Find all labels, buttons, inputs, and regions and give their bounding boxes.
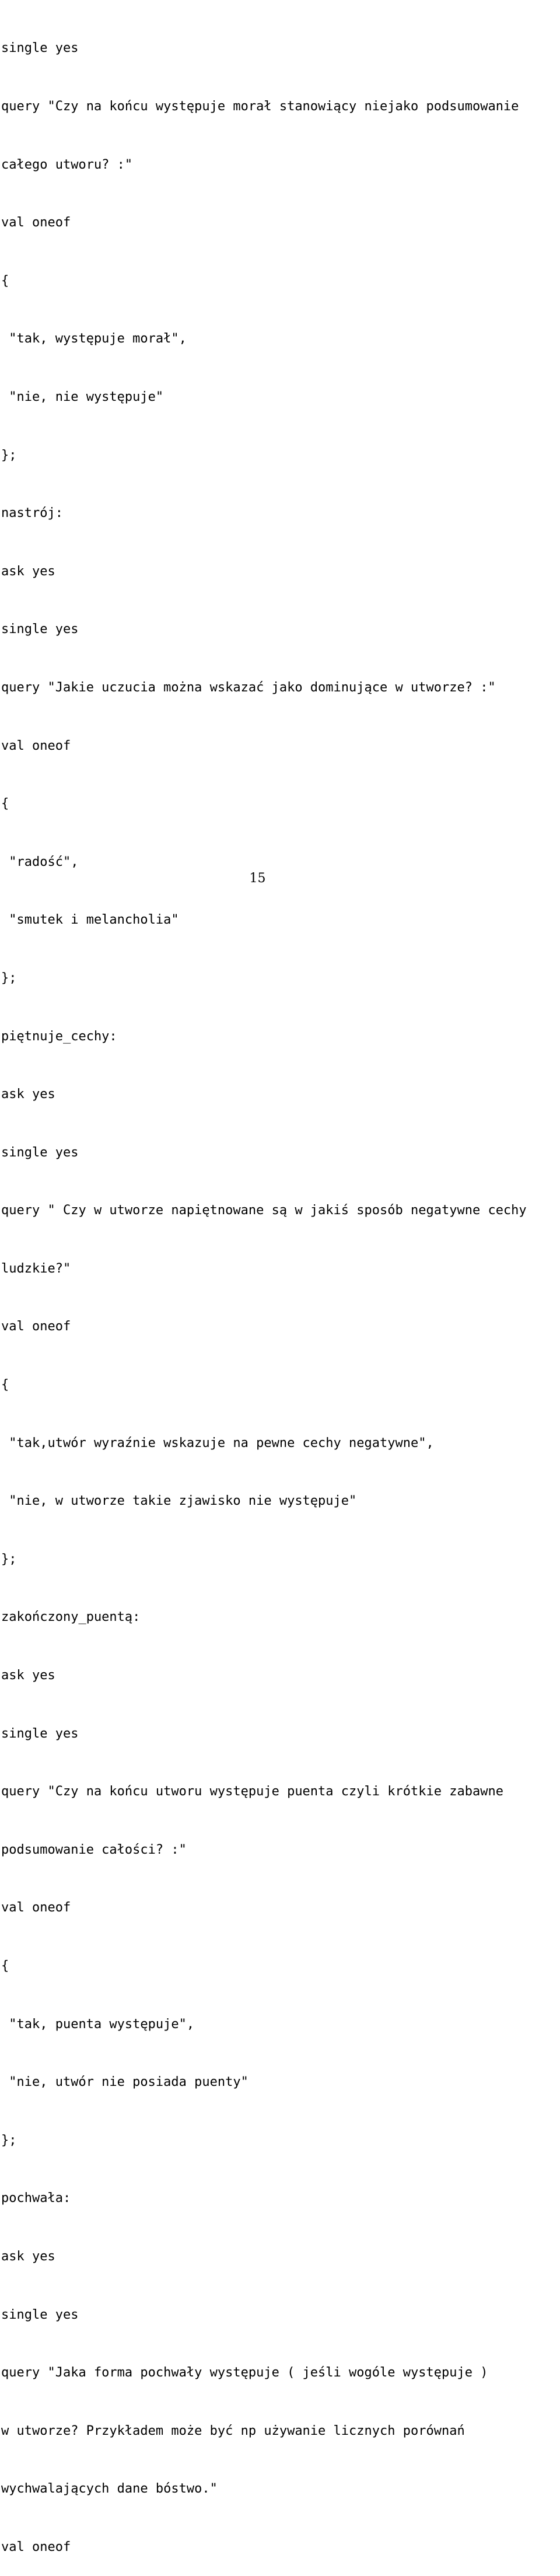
code-line: {	[1, 796, 9, 812]
code-line: val oneof	[1, 1900, 71, 1916]
code-line: {	[1, 273, 9, 288]
code-line: piętnuje_cechy:	[1, 1029, 117, 1044]
code-line: "tak, występuje morał",	[1, 331, 187, 347]
code-line: w utworze? Przykładem może być np używanie licznych porównań	[1, 2423, 465, 2438]
code-line: single yes	[1, 2307, 79, 2322]
code-line: zakończony_puentą:	[1, 1610, 141, 1625]
code-line: podsumowanie całości? :"	[1, 1842, 187, 1857]
code-line: ask yes	[1, 564, 55, 579]
code-line: val oneof	[1, 215, 71, 230]
code-line: {	[1, 1378, 9, 1393]
code-listing	[1, 0, 559, 2576]
code-line: "tak, puenta występuje",	[1, 2016, 195, 2032]
code-line: "radość",	[1, 854, 79, 869]
code-line: query "Jaka forma pochwały występuje ( jeśli wogóle występuje )	[1, 2365, 488, 2381]
code-line: };	[1, 1551, 17, 1567]
code-line: ludzkie?"	[1, 1261, 71, 1276]
code-line: query "Czy na końcu występuje morał stanowiący niejako podsumowanie	[1, 99, 519, 114]
code-line: single yes	[1, 622, 79, 637]
code-line: ask yes	[1, 2249, 55, 2264]
code-line: query "Jakie uczucia można wskazać jako dominujące w utworze? :"	[1, 680, 496, 695]
code-line: };	[1, 2133, 17, 2148]
code-line: val oneof	[1, 1319, 71, 1334]
code-line: };	[1, 448, 17, 463]
code-line: pochwała:	[1, 2191, 71, 2206]
code-line: query "Czy na końcu utworu występuje puenta czyli krótkie zabawne	[1, 1784, 503, 1799]
code-line: val oneof	[1, 738, 71, 753]
code-line: całego utworu? :"	[1, 157, 133, 172]
code-line: "nie, utwór nie posiada puenty"	[1, 2075, 249, 2090]
code-line: {	[1, 1959, 9, 1973]
code-line: wychwalających dane bóstwo."	[1, 2481, 218, 2497]
code-line: single yes	[1, 41, 79, 56]
page-number: 15	[249, 871, 266, 886]
code-line: "nie, nie występuje"	[1, 389, 164, 404]
code-line: ask yes	[1, 1087, 55, 1102]
code-line: "smutek i melancholia"	[1, 913, 179, 928]
code-line: };	[1, 970, 17, 985]
code-line: single yes	[1, 1145, 79, 1160]
code-line: val oneof	[1, 2539, 71, 2554]
code-line: ask yes	[1, 1668, 55, 1683]
code-line: "nie, w utworze takie zjawisko nie występuje"	[1, 1494, 357, 1509]
code-line: nastrój:	[1, 506, 63, 521]
code-line: query " Czy w utworze napiętnowane są w jakiś sposób negatywne cechy	[1, 1203, 527, 1218]
code-line: "tak,utwór wyraźnie wskazuje na pewne cechy negatywne",	[1, 1435, 434, 1450]
code-line: single yes	[1, 1726, 79, 1741]
